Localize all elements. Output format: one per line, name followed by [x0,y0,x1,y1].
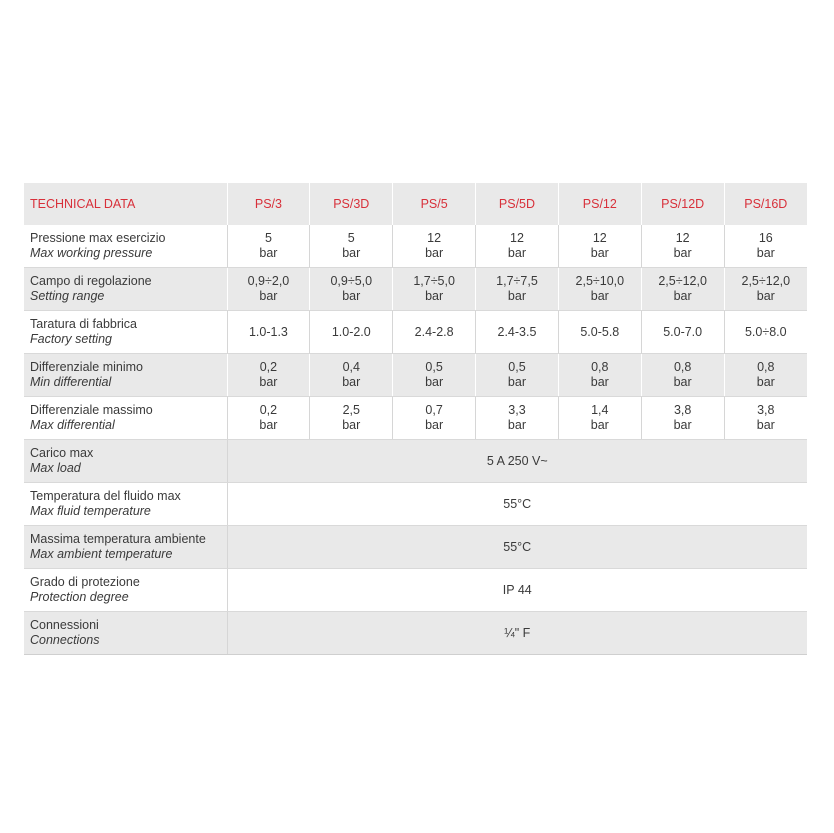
value-number: 0,5 [425,360,443,374]
value-number: 3,8 [757,403,775,417]
table-header-row [24,183,807,225]
model-header: PS/5D [476,183,559,225]
table-row [24,612,807,655]
value-cell [227,311,310,354]
value-cell [724,311,807,354]
table-row [24,311,807,354]
value-unit: bar [425,418,444,432]
row-label-english: Max load [30,461,81,475]
value-number: 1.0-2.0 [331,324,371,339]
model-header: PS/12 [558,183,641,225]
value-unit: bar [673,375,692,389]
value-cell [558,354,641,397]
value-unit: bar [425,246,444,260]
value-unit: bar [342,418,361,432]
value-cell [310,225,393,268]
value-cell [393,311,476,354]
table-row [24,354,807,397]
row-label [24,268,227,311]
value-unit: bar [756,375,775,389]
model-header: PS/5 [393,183,476,225]
value-number: 1,4 [591,403,609,417]
row-label-english: Setting range [30,289,105,303]
row-label-italian: Campo di regolazione [30,274,152,288]
value-unit: bar [425,375,444,389]
row-label-english: Min differential [30,375,112,389]
value-cell [641,397,724,440]
value-number: 12 [427,231,442,245]
value-number: 2,5÷12,0 [741,274,791,288]
value-cell [393,397,476,440]
value-number: 5.0÷8.0 [744,324,787,339]
value-cell [476,311,559,354]
value-number: 0,9÷2,0 [247,274,290,288]
model-header: PS/3 [227,183,310,225]
value-unit: bar [673,289,692,303]
value-number: 0,4 [342,360,360,374]
row-label-italian: Massima temperatura ambiente [30,532,206,546]
value-cell [393,354,476,397]
value-cell [558,268,641,311]
value-cell [310,311,393,354]
value-cell [227,354,310,397]
value-number: 0,5 [508,360,526,374]
value-unit: bar [342,375,361,389]
value-unit: bar [342,289,361,303]
value-unit: bar [590,375,609,389]
value-cell [227,225,310,268]
value-unit: bar [756,246,775,260]
value-unit: bar [259,246,278,260]
model-header: PS/12D [641,183,724,225]
shared-value-cell: ¼" F [227,612,807,655]
value-unit: bar [756,289,775,303]
value-cell [227,397,310,440]
shared-value-cell: 55°C [227,483,807,526]
model-header: PS/3D [310,183,393,225]
row-label-english: Max fluid temperature [30,504,151,518]
value-cell [641,225,724,268]
value-number: 0,9÷5,0 [330,274,373,288]
value-cell [227,268,310,311]
value-cell [558,225,641,268]
value-unit: bar [342,246,361,260]
row-label-english: Max differential [30,418,115,432]
value-number: 2,5÷12,0 [658,274,707,288]
value-number: 3,3 [508,403,526,417]
table-row [24,397,807,440]
row-label-italian: Grado di protezione [30,575,140,589]
row-label-italian: Pressione max esercizio [30,231,166,245]
technical-data-table [24,183,807,655]
shared-value-cell: 5 A 250 V~ [227,440,807,483]
value-number: 0,2 [259,360,278,374]
table-row [24,440,807,483]
row-label-italian: Connessioni [30,618,99,632]
value-number: 12 [592,231,607,245]
row-label-italian: Taratura di fabbrica [30,317,138,331]
row-label-english: Factory setting [30,332,112,346]
table-row [24,268,807,311]
value-number: 1.0-1.3 [248,324,288,339]
value-unit: bar [507,375,526,389]
row-label [24,483,227,526]
value-unit: bar [590,418,609,432]
row-label-italian: Differenziale minimo [30,360,144,374]
value-unit: bar [507,246,526,260]
value-cell [724,268,807,311]
value-cell [641,311,724,354]
value-number: 5 [264,231,272,245]
value-number: 0,2 [259,403,278,417]
row-label [24,354,227,397]
value-number: 12 [510,231,524,245]
table-title: TECHNICAL DATA [24,183,227,225]
value-cell [476,354,559,397]
table-row [24,483,807,526]
row-label-italian: Differenziale massimo [30,403,153,417]
value-unit: bar [590,289,609,303]
value-number: 2,5 [342,403,360,417]
row-label [24,311,227,354]
row-label-english: Max working pressure [30,246,153,260]
value-cell [558,397,641,440]
value-cell [476,397,559,440]
value-number: 1,7÷7,5 [496,274,538,288]
value-number: 3,8 [673,403,692,417]
value-cell [641,354,724,397]
value-number: 2,5÷10,0 [575,274,625,288]
value-cell [641,268,724,311]
value-cell [558,311,641,354]
value-number: 1,7÷5,0 [413,274,455,288]
value-cell [724,354,807,397]
value-cell [476,225,559,268]
table-row [24,526,807,569]
value-number: 12 [675,231,690,245]
value-number: 16 [758,231,773,245]
value-number: 2.4-3.5 [497,324,537,339]
value-cell [724,397,807,440]
value-number: 5.0-7.0 [663,324,703,339]
table-body [24,225,807,655]
value-cell [310,268,393,311]
value-number: 2.4-2.8 [414,324,454,339]
shared-value-cell: 55°C [227,526,807,569]
row-label [24,526,227,569]
row-label [24,397,227,440]
table-row [24,569,807,612]
value-number: 5 [347,231,355,245]
value-number: 0,7 [425,403,443,417]
value-unit: bar [259,375,278,389]
value-cell [476,268,559,311]
row-label-italian: Temperatura del fluido max [30,489,181,503]
row-label [24,225,227,268]
value-cell [310,397,393,440]
value-unit: bar [590,246,609,260]
value-unit: bar [756,418,775,432]
value-number: 5.0-5.8 [580,324,620,339]
value-unit: bar [425,289,444,303]
value-unit: bar [259,418,278,432]
value-number: 0,8 [591,360,609,374]
row-label [24,440,227,483]
value-unit: bar [507,418,526,432]
value-cell [393,225,476,268]
value-cell [393,268,476,311]
value-unit: bar [673,246,692,260]
model-header: PS/16D [724,183,807,225]
row-label-italian: Carico max [30,446,94,460]
table-row [24,225,807,268]
row-label-english: Connections [30,633,100,647]
shared-value-cell: IP 44 [227,569,807,612]
value-cell [724,225,807,268]
value-number: 0,8 [757,360,775,374]
value-number: 0,8 [673,360,692,374]
row-label-english: Max ambient temperature [30,547,173,561]
value-cell [310,354,393,397]
row-label-english: Protection degree [30,590,129,604]
value-unit: bar [673,418,692,432]
value-unit: bar [507,289,526,303]
value-unit: bar [259,289,278,303]
row-label [24,612,227,655]
row-label [24,569,227,612]
